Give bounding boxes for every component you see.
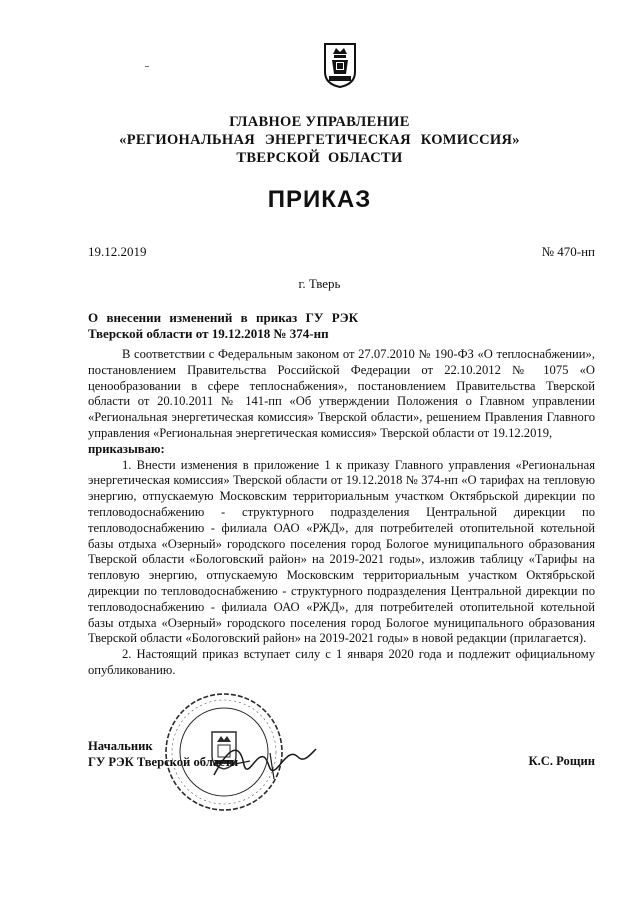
document-number: № 470-нп (541, 244, 595, 259)
signatory-position-line-2: ГУ РЭК Тверской области (88, 755, 239, 769)
header-line-2: «РЕГИОНАЛЬНАЯ ЭНЕРГЕТИЧЕСКАЯ КОМИССИЯ» (119, 132, 520, 148)
coat-of-arms-icon (323, 42, 357, 88)
order-item-1: 1. Внести изменения в приложение 1 к приказу Главного управления «Региональная энергетическая комиссия» Тверской области от 19.12.2018 № 374-нп «О тарифах на тепловую энергию, отпускаемую Московским территориальным участком Октябрьской дирекции по тепловодоснабжению - структурного подразделения Центральной дирекции по тепловодоснабжению - филиала ОАО «РЖД», для потребителей отопительной котельной базы отдыха «Озерный» городского поселения город Бологое муниципального образования Тверской области «Бологовский район» на 2019-2021 годы», изложив таблицу «Тарифы на тепловую энергию, отпускаемую Московским территориальным участком Октябрьской дирекции по тепловодоснабжению - структурного подразделения Центральной дирекции по тепловодоснабжению - филиала ОАО «РЖД», для потребителей отопительной котельной базы отдыха «Озерный» городского поселения город Бологое муниципального образования Тверской области «Бологовский район» на 2019-2021 годы» в новой редакции (прилагается). (88, 457, 595, 646)
header-line-1: ГЛАВНОЕ УПРАВЛЕНИЕ (229, 114, 410, 130)
document-title: ПРИКАЗ (267, 186, 372, 213)
header-line-3: ТВЕРСКОЙ ОБЛАСТИ (236, 150, 403, 166)
order-word: приказываю: (88, 441, 165, 456)
preamble-paragraph: В соответствии с Федеральным законом от 27.07.2010 № 190-ФЗ «О теплоснабжении», постановлением Правительства Российской Федерации от 22.10.2012 № 1075 «О ценообразовании в сфере теплоснабжения», постановлением Правительства Тверской области от 20.10.2011 № 141-пп «Об утверждении Положения о Главном управлении «Региональная энергетическая комиссия» Тверской области», решением Правления Главного управления «Региональная энергетическая комиссия» Тверской области от 19.12.2019, (88, 347, 595, 440)
document-subject (88, 310, 358, 342)
scan-mark (145, 66, 149, 67)
document-city: г. Тверь (298, 276, 341, 291)
document-body (88, 347, 595, 679)
subject-line-1: О внесении изменений в приказ ГУ РЭК (88, 310, 358, 325)
signatory-name: К.С. Рощин (528, 754, 595, 768)
document-date: 19.12.2019 (88, 244, 147, 259)
order-item-2: 2. Настоящий приказ вступает силу с 1 января 2020 года и подлежит официальному опубликованию. (88, 647, 595, 677)
signatory-position-line-1: Начальник (88, 739, 153, 753)
signatory-position (88, 738, 238, 770)
subject-line-2: Тверской области от 19.12.2018 № 374-нп (88, 326, 329, 341)
